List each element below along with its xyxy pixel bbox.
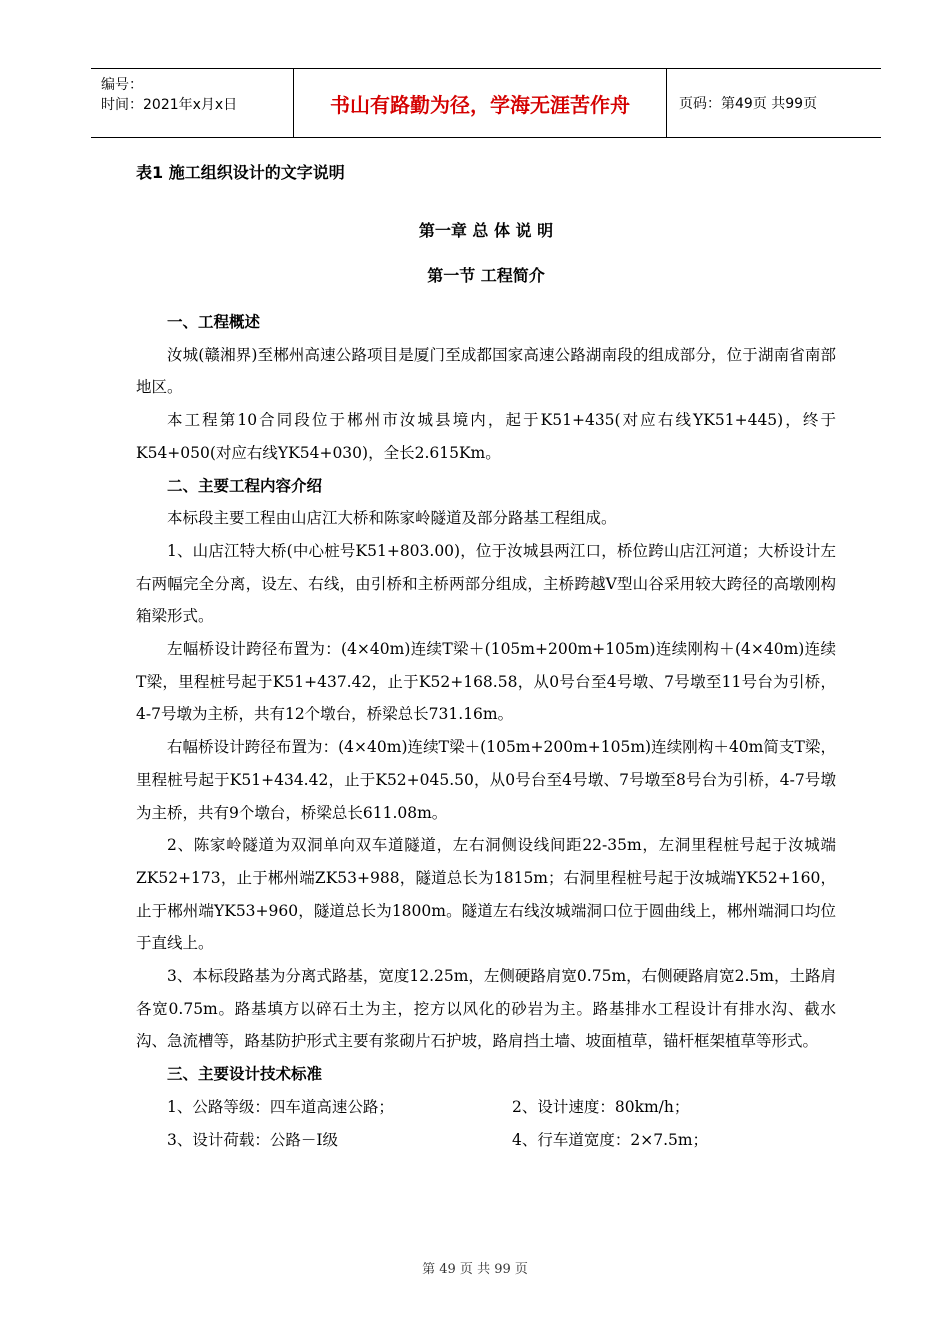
standard-item: 2、设计速度：80km/h；: [512, 1097, 690, 1116]
section-title: 第一节 工程简介: [427, 266, 545, 285]
standard-item: 3、设计荷载：公路－Ⅰ级: [167, 1130, 338, 1149]
standards-row: [136, 1091, 836, 1124]
body-paragraph: 2、陈家岭隧道为双洞单向双车道隧道，左右洞侧设线间距22-35m，左洞里程桩号起于汝城端ZK52+173，止于郴州端ZK53+988，隧道总长为1815m；右洞里程桩号起于汝城端YK52+160，止于郴州端YK53+960，隧道总长为1800m。隧道左右线汝城端洞口位于圆曲线上，郴州端洞口均位于直线上。: [136, 836, 836, 953]
body-paragraph: 本工程第10合同段位于郴州市汝城县境内，起于K51+435(对应右线YK51+445)，终于K54+050(对应右线YK54+030)，全长2.615Km。: [136, 411, 836, 462]
standard-item: 1、公路等级：四车道高速公路；: [167, 1097, 394, 1116]
body-paragraph: 3、本标段路基为分离式路基，宽度12.25m，左侧硬路肩宽0.75m，右侧硬路肩宽2.5m，土路肩各宽0.75m。路基填方以碎石土为主，挖方以风化的砂岩为主。路基排水工程设计有排水沟、截水沟、急流槽等，路基防护形式主要有浆砌片石护坡，路肩挡土墙、坡面植草，锚杆框架植草等形式。: [136, 967, 836, 1051]
standards-row: [136, 1124, 836, 1157]
page-header: [91, 68, 881, 138]
body-paragraph: 本标段主要工程由山店江大桥和陈家岭隧道及部分路基工程组成。: [167, 509, 617, 528]
header-meta: [101, 75, 237, 115]
section-heading: 一、工程概述: [167, 313, 261, 331]
table-caption: 表1 施工组织设计的文字说明: [136, 163, 345, 182]
body-paragraph: 右幅桥设计跨径布置为：(4×40m)连续T梁＋(105m+200m+105m)连续刚构＋40m简支T梁，里程桩号起于K51+434.42，止于K52+045.50，从0号台至4号墩、7号墩至8号台为引桥，4-7号墩为主桥，共有9个墩台，桥梁总长611.08m。: [136, 738, 836, 822]
standard-item: 4、行车道宽度：2×7.5m；: [512, 1130, 709, 1149]
page-footer: 第 49 页 共 99 页: [422, 1262, 528, 1277]
header-page-info: 页码：第49页 共99页: [679, 96, 818, 112]
body-paragraph: 左幅桥设计跨径布置为：(4×40m)连续T梁＋(105m+200m+105m)连续刚构＋(4×40m)连续T梁，里程桩号起于K51+437.42，止于K52+168.58，从0号台至4号墩、7号墩至11号台为引桥，4-7号墩为主桥，共有12个墩台，桥梁总长731.16m。: [136, 640, 836, 724]
section-heading: 二、主要工程内容介绍: [167, 476, 323, 495]
chapter-title: 第一章 总 体 说 明: [418, 221, 554, 240]
section-heading: 三、主要设计技术标准: [167, 1065, 323, 1084]
header-motto: 书山有路勤为径，学海无涯苦作舟: [330, 92, 630, 117]
body-paragraph: 1、山店江特大桥(中心桩号K51+803.00)，位于汝城县两江口，桥位跨山店江河道；大桥设计左右两幅完全分离，设左、右线，由引桥和主桥两部分组成，主桥跨越V型山谷采用较大跨径的高墩刚构箱梁形式。: [136, 541, 836, 626]
body-paragraph: 汝城(赣湘界)至郴州高速公路项目是厦门至成都国家高速公路湖南段的组成部分，位于湖南省南部地区。: [136, 345, 836, 397]
document-body: [136, 306, 836, 1156]
header-number: 编号：: [101, 77, 143, 93]
header-date: 时间：2021年x月x日: [101, 97, 238, 113]
